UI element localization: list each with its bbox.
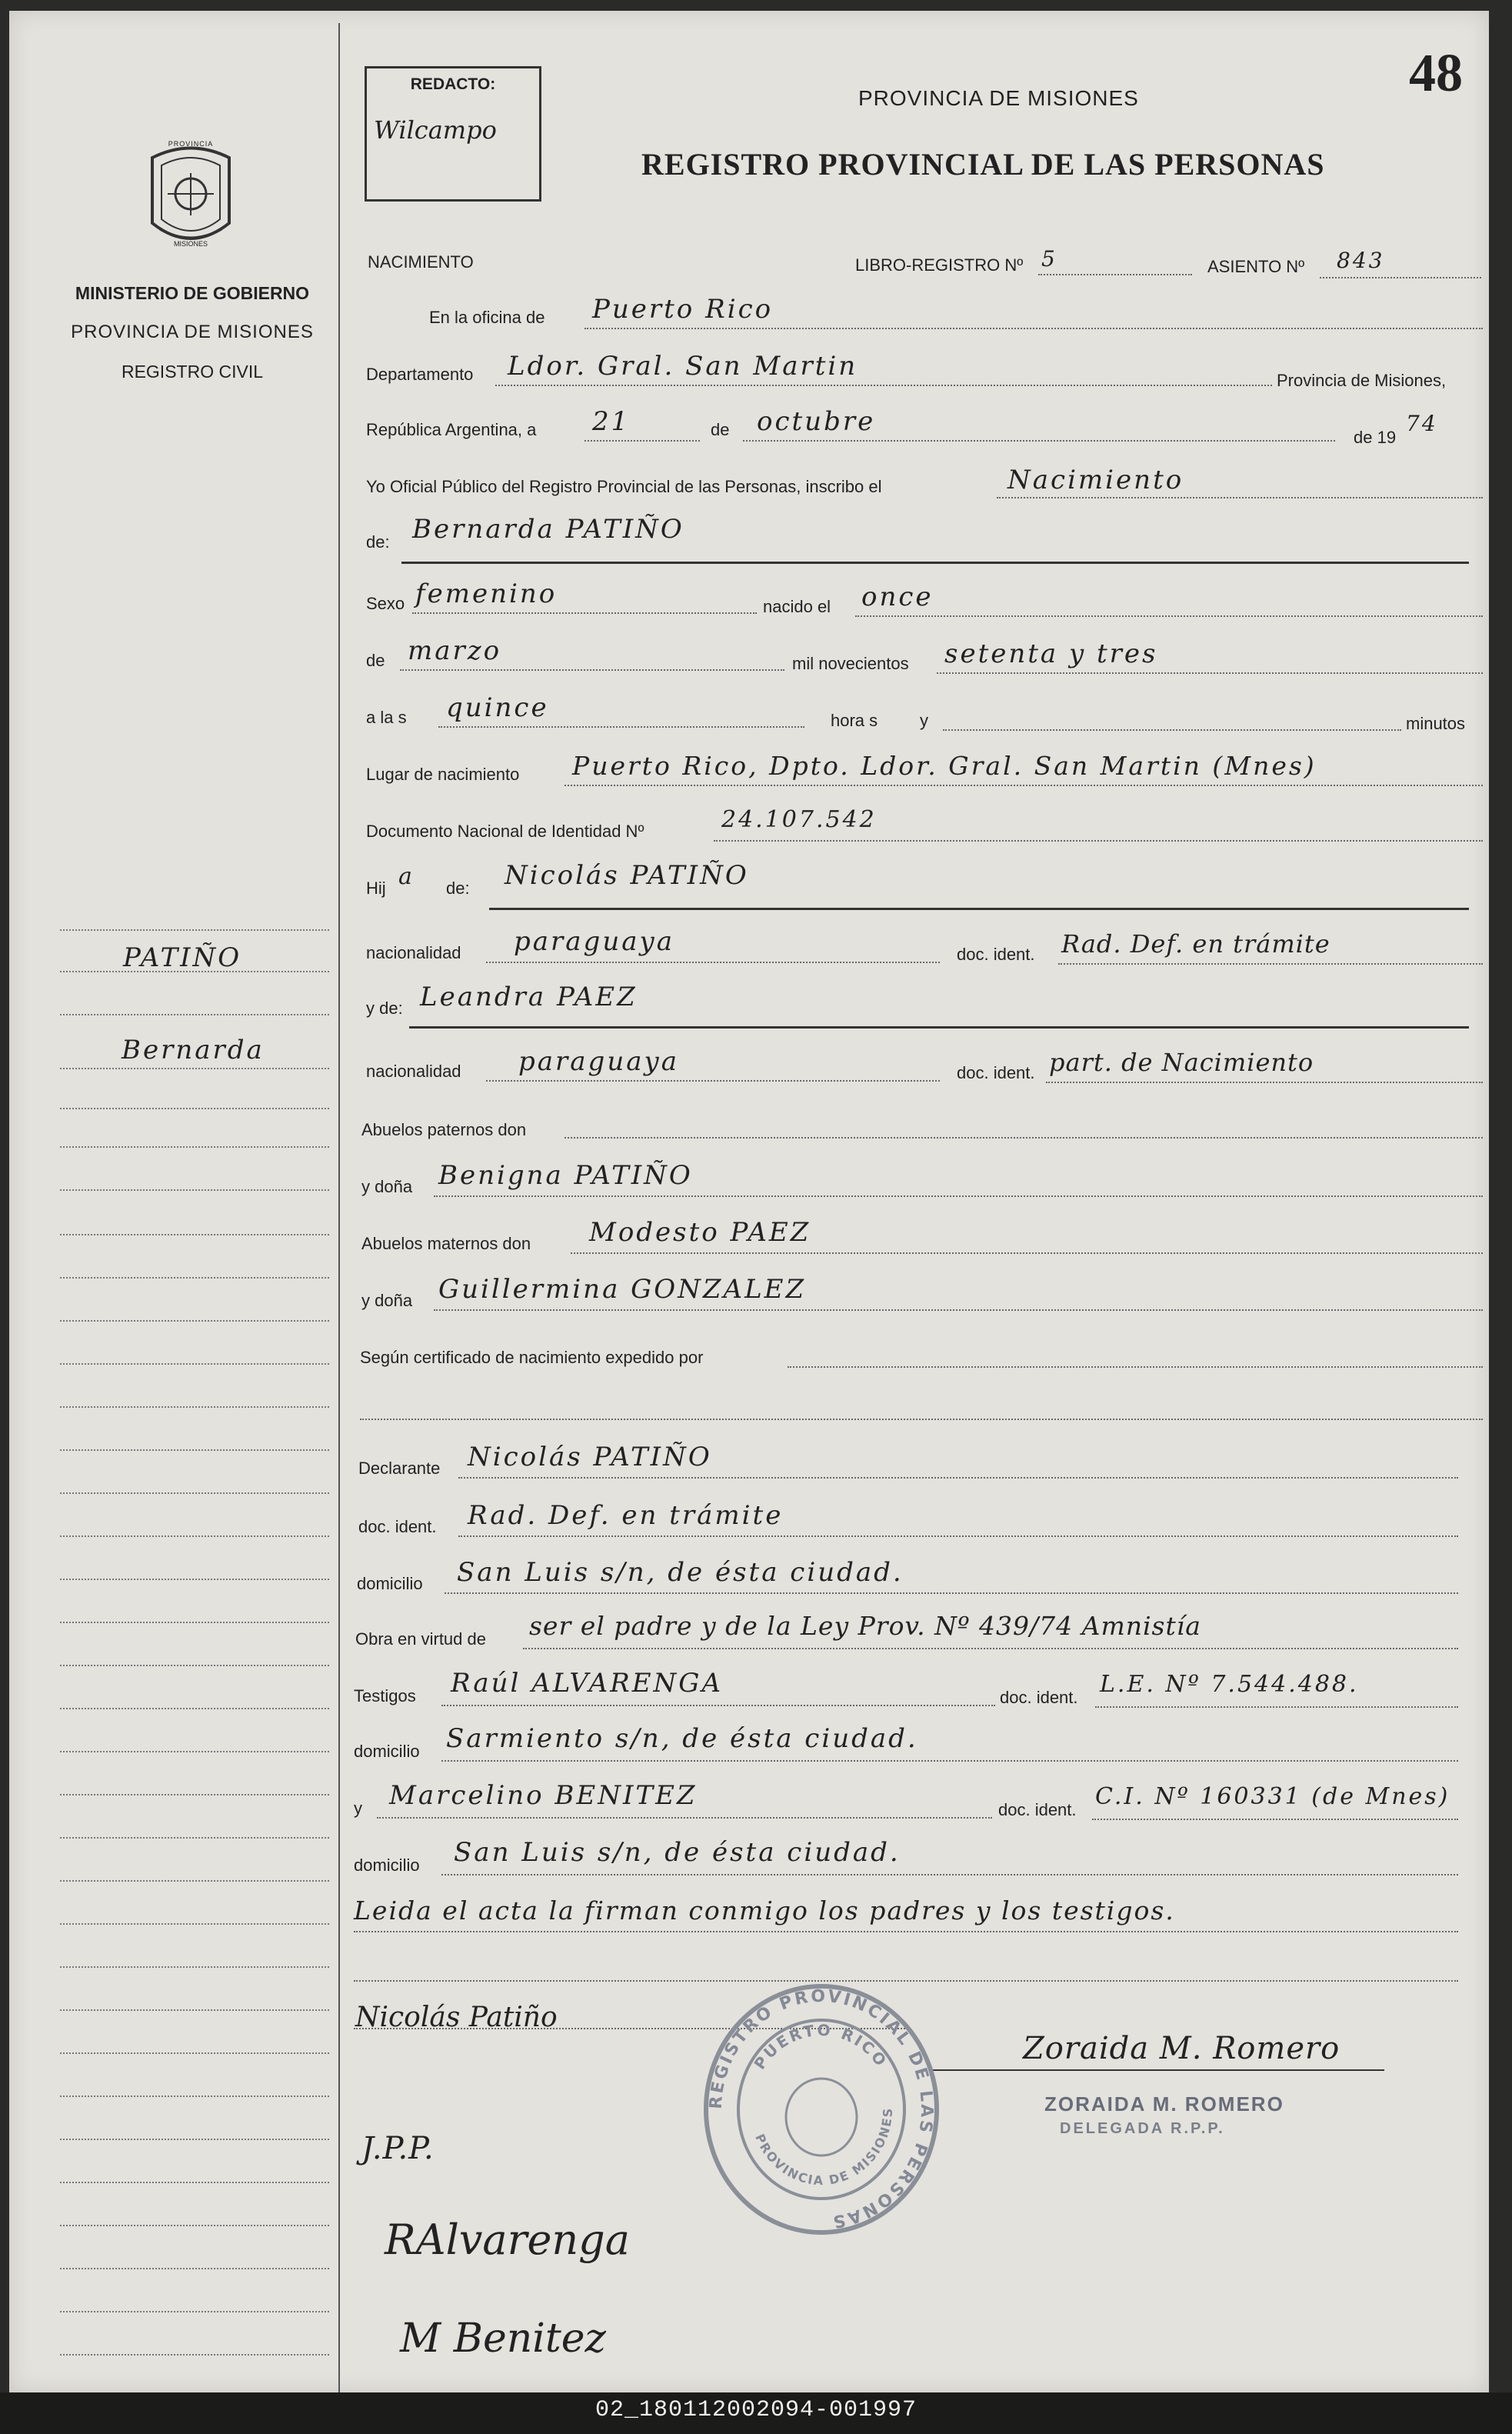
testigo2-dom-value: San Luis s/n, de ésta ciudad. [454,1837,901,1868]
libro-value: 5 [1041,246,1057,272]
abuelos-mat-label: Abuelos maternos don [361,1234,531,1253]
inscribo-value: Nacimiento [1007,465,1184,495]
nacido-value: once [861,582,934,612]
mil-label: mil novecientos [792,654,909,673]
asiento-value: 843 [1337,248,1385,273]
testigo1-dom-label: domicilio [354,1742,420,1761]
hijo-suffix: a [398,863,415,890]
oficina-label: En la oficina de [429,308,545,327]
y-label: y [920,711,928,730]
republica-label: República Argentina, a [366,420,537,439]
decl-dom-value: San Luis s/n, de ésta ciudad. [457,1557,904,1588]
nombre-value: Bernarda PATIÑO [412,514,684,545]
header-province: PROVINCIA DE MISIONES [858,86,1139,110]
redacto-signature: Wilcampo [374,115,497,145]
signature-5: M Benitez [400,2316,606,2362]
ydona-pat-label: y doña [361,1177,413,1196]
ministry-label: MINISTERIO DE GOBIERNO [75,283,310,303]
nac-padre-label: nacionalidad [366,943,461,962]
testigo2-dom-label: domicilio [354,1856,420,1875]
hijo-de-label: de: [446,879,470,898]
ydona-mat-label: y doña [361,1291,413,1310]
dni-label: Documento Nacional de Identidad Nº [366,822,644,841]
provincia-label: Provincia de Misiones, [1277,371,1447,390]
anio-nac-value: setenta y tres [944,639,1158,669]
declarante-label: Declarante [358,1459,441,1478]
doc-padre-value: Rad. Def. en trámite [1061,929,1330,959]
svg-text:PUERTO RICO [750,2021,891,2073]
hora-value: quince [446,692,549,723]
official-round-stamp-icon [698,1979,944,2240]
testigo1-doc-label: doc. ident. [1000,1688,1078,1707]
seal-bottom-text: MISIONES [173,240,208,248]
page-number: 48 [1409,44,1463,103]
hijo-label: Hij [366,879,386,898]
leida-value: Leida el acta la firman conmigo los padres y los testigos. [354,1896,1175,1926]
abuela-pat-value: Benigna PATIÑO [438,1160,693,1191]
stamp-ring-text: REGISTRO PROVINCIAL DE LAS PERSONAS [706,1986,937,2232]
abuela-mat-value: Guillermina GONZALEZ [438,1274,807,1305]
decl-doc-label: doc. ident. [358,1517,437,1536]
oficina-value: Puerto Rico [592,294,774,325]
horas-label: hora s [831,711,878,730]
redacto-label: REDACTO: [410,75,496,93]
record-type-label: NACIMIENTO [368,252,474,272]
margin-given-name: Bernarda [122,1035,265,1065]
nac-madre-label: nacionalidad [366,1062,461,1081]
yde-label: y de: [366,999,403,1018]
anio-value: 74 [1406,411,1438,436]
de-nombre-label: de: [366,532,390,552]
de-label: de [711,420,730,439]
obra-label: Obra en virtud de [355,1629,486,1649]
testigo1-value: Raúl ALVARENGA [451,1668,724,1699]
testigo2-doc-value: C.I. Nº 160331 (de Mnes) [1095,1783,1450,1810]
stamp-name: ZORAIDA M. ROMERO [1044,2092,1284,2116]
yo-oficial-label: Yo Oficial Público del Registro Provincial de las Personas, inscribo el [366,477,882,496]
signature-4: RAlvarenga [385,2216,630,2264]
dni-value: 24.107.542 [721,806,877,833]
nombre-rule [401,562,1469,564]
svg-text:PROVINCIA DE MISIONES [752,2106,895,2188]
signature-declarante: Nicolás Patiño [355,2002,558,2033]
madre-value: Leandra PAEZ [420,982,638,1012]
seal-top-text: PROVINCIA [168,140,214,148]
nacido-label: nacido el [763,597,831,616]
province-label: PROVINCIA DE MISIONES [71,322,314,342]
lugar-value: Puerto Rico, Dpto. Ldor. Gral. San Martin (Mnes) [572,751,1317,781]
header-title: REGISTRO PROVINCIAL DE LAS PERSONAS [641,147,1325,182]
departamento-value: Ldor. Gral. San Martin [508,351,858,382]
doc-padre-label: doc. ident. [957,945,1035,964]
registry-label: REGISTRO CIVIL [121,362,264,382]
stamp-inner-top: PUERTO RICO [750,2020,891,2073]
asiento-label: ASIENTO Nº [1207,257,1305,276]
decl-dom-label: domicilio [357,1574,423,1593]
ala-label: a la s [366,708,407,727]
margin-surname: PATIÑO [123,942,242,973]
scan-filename: 02_180112002094-001997 [594,2397,918,2423]
doc-madre-label: doc. ident. [957,1063,1035,1082]
mes-nac-value: marzo [408,635,502,666]
minutos-label: minutos [1406,714,1466,733]
declarante-value: Nicolás PATIÑO [468,1442,712,1472]
stamp-role: DELEGADA R.P.P. [1060,2120,1225,2137]
testigo2-value: Marcelino BENITEZ [389,1780,698,1811]
nac-padre-value: paraguaya [514,926,674,957]
y2-label: y [354,1799,362,1818]
de-mes-label: de [366,651,385,670]
sexo-value: femenino [415,578,558,609]
sexo-label: Sexo [366,594,405,613]
nac-madre-value: paraguaya [518,1046,679,1077]
abuelos-pat-label: Abuelos paternos don [361,1120,527,1139]
madre-rule [409,1026,1469,1029]
stamp-inner-bottom: PROVINCIA DE MISIONES [752,2106,896,2189]
testigos-label: Testigos [354,1686,416,1705]
testigo1-dom-value: Sarmiento s/n, de ésta ciudad. [446,1723,918,1754]
signature-3: J.P.P. [361,2131,435,2166]
padre-rule [489,908,1469,910]
oficial-signature-line [931,2069,1384,2071]
abuelo-mat-value: Modesto PAEZ [589,1217,811,1248]
departamento-label: Departamento [366,365,474,384]
signature-oficial: Zoraida M. Romero [1023,2031,1340,2066]
obra-value: ser el padre y de la Ley Prov. Nº 439/74 Amnistía [529,1611,1201,1641]
dia-value: 21 [592,406,631,437]
padre-value: Nicolás PATIÑO [505,860,749,891]
testigo1-doc-value: L.E. Nº 7.544.488. [1100,1671,1359,1698]
testigo2-doc-label: doc. ident. [998,1800,1077,1819]
libro-label: LIBRO-REGISTRO Nº [855,255,1024,275]
mes-value: octubre [757,406,876,437]
decl-doc-value: Rad. Def. en trámite [468,1500,784,1531]
segun-label: Según certificado de nacimiento expedido por [360,1348,704,1367]
margin-divider [338,23,340,2392]
doc-madre-value: part. de Nacimiento [1049,1048,1314,1077]
lugar-label: Lugar de nacimiento [366,765,520,784]
anio-label: de 19 [1354,428,1397,447]
